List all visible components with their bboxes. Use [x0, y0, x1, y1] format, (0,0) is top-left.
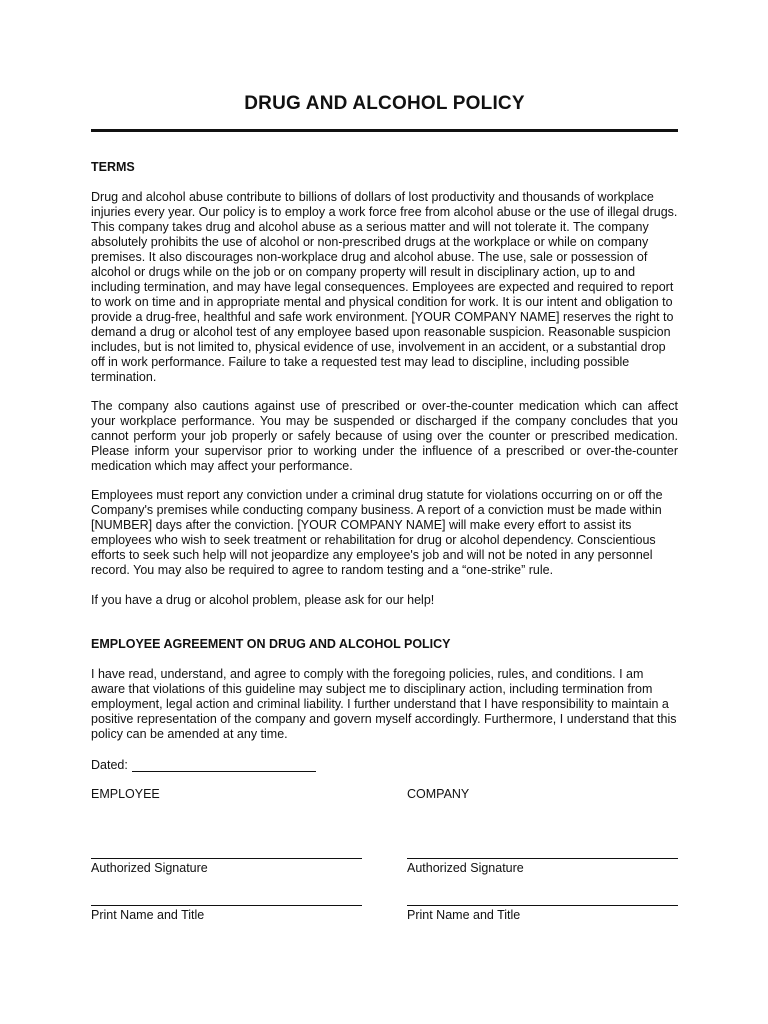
company-signature-line [407, 858, 678, 859]
employee-print-name-line [91, 905, 362, 906]
dated-label: Dated: [91, 758, 128, 772]
terms-paragraph-3: Employees must report any conviction under a criminal drug statute for violations occurring on or off the Company's premises while conducting company business. A report of a conviction must be made within [NUMBER] days after the conviction. [YOUR COMPANY NAME] will make every effort to assist its employees who wish to seek treatment or rehabilitation for drug or alcohol dependency. Conscientious efforts to seek such help will not jeopardize any employee's job and will not be noted in any personnel record. You may also be required to agree to random testing and a “one-strike” rule. [91, 488, 663, 577]
terms-paragraph-2: The company also cautions against use of prescribed or over-the-counter medication which can affect your workplace performance. You may be suspended or discharged if the company concludes that you cannot perform your job properly or safely because of using over the counter or prescribed medication. Please inform your supervisor prior to working under the influence of a prescribed or over-the-counter medication which may affect your performance. [91, 399, 678, 473]
title-divider [91, 129, 678, 132]
terms-paragraph-1: Drug and alcohol abuse contribute to billions of dollars of lost productivity and thousands of workplace injuries every year. Our policy is to employ a work force free from alcohol abuse or the use of illegal drugs. This company takes drug and alcohol abuse as a serious matter and will not tolerate it. The company absolutely prohibits the use of alcohol or non-prescribed drugs at the workplace or while on company premises. It also discourages non-workplace drug and alcohol abuse. The use, sale or possession of alcohol or drugs while on the job or on company property will result in disciplinary action, up to and including termination, and may have legal consequences. Employees are expected and required to report to work on time and in appropriate mental and physical condition for work. It is our intent and obligation to provide a drug-free, healthful and safe work environment. [YOUR COMPANY NAME] reserves the right to demand a drug or alcohol test of any employee based upon reasonable suspicion. Reasonable suspicion includes, but is not limited to, physical evidence of use, involvement in an accident, or a substantial drop off in work performance. Failure to take a requested test may lead to discipline, including possible termination. [91, 190, 678, 384]
company-print-name-line [407, 905, 678, 906]
employee-print-name-label: Print Name and Title [91, 908, 205, 922]
agreement-paragraph: I have read, understand, and agree to comply with the foregoing policies, rules, and conditions. I am aware that violations of this guideline may subject me to disciplinary action, including termination from employment, legal action and criminal liability. I further understand that I have responsibility to maintain a positive representation of the company and govern myself accordingly. Furthermore, I understand that this policy can be amended at any time. [91, 667, 677, 741]
terms-heading: TERMS [91, 160, 135, 174]
terms-paragraph-4: If you have a drug or alcohol problem, please ask for our help! [91, 593, 435, 607]
agreement-heading: EMPLOYEE AGREEMENT ON DRUG AND ALCOHOL POLICY [91, 637, 451, 651]
employee-signature-line [91, 858, 362, 859]
company-label: COMPANY [407, 787, 470, 801]
company-authorized-signature-label: Authorized Signature [407, 861, 524, 875]
employee-authorized-signature-label: Authorized Signature [91, 861, 208, 875]
company-print-name-label: Print Name and Title [407, 908, 521, 922]
dated-line [132, 757, 316, 772]
document-title: DRUG AND ALCOHOL POLICY [244, 93, 525, 114]
dated-field [91, 757, 316, 772]
employee-label: EMPLOYEE [91, 787, 160, 801]
